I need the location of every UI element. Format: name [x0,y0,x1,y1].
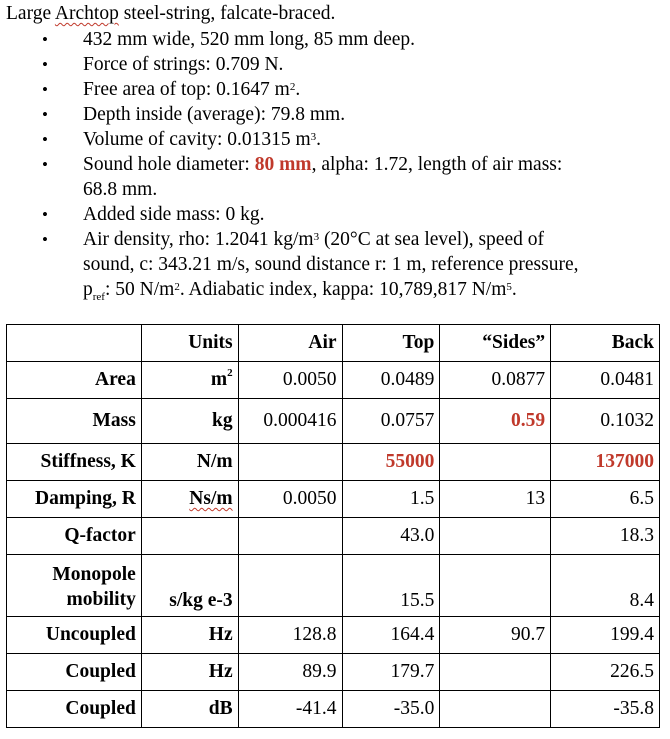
table-row: Mass kg 0.000416 0.0757 0.59 0.1032 [7,399,660,444]
list-item: • 432 mm wide, 520 mm long, 85 mm deep. [42,29,416,50]
list-item: • Force of strings: 0.709 N. [42,54,284,75]
table-row: Monopole mobility s/kg e-3 15.5 8.4 [7,555,660,617]
table-row: Area $m^2$ 0.0050 0.0489 0.0877 0.0481 [7,362,660,399]
spec-list [0,27,660,310]
spellcheck-word: Archtop [54,3,119,24]
list-item: • Air density, rho: 1.2041 $kg/m^3$ (20°C at sea level), speed of sound, c: 343.21 m/s, sound distance r: 1 m, reference pressure, $p_{ref}$: 50 $N/m^2$. Adiabatic index, kappa: 10,789,817 $N/m^5$. [42,229,579,303]
data-table [6,324,660,728]
table-row: Stiffness, K N/m 55000 137000 [7,444,660,481]
header-back: Back [551,325,660,362]
header-air: Air [238,325,342,362]
header-units: Units [141,325,238,362]
list-item: • Added side mass: 0 kg. [42,204,265,225]
document-title: Large Archtop steel-string, falcate-braced. [6,3,336,24]
header-sides: “Sides” [440,325,551,362]
table-row: Coupled Hz 89.9 179.7 226.5 [7,654,660,691]
table-row: Uncoupled Hz 128.8 164.4 90.7 199.4 [7,617,660,654]
table-row: Coupled dB -41.4 -35.0 -35.8 [7,691,660,728]
table-header-row [7,325,660,362]
list-item: • Volume of cavity: 0.01315 $m^3$. [42,129,322,150]
list-item: • Free area of top: 0.1647 $m^2$. [42,79,301,100]
table-row: Q-factor 43.0 18.3 [7,518,660,555]
header-top: Top [342,325,440,362]
list-item: • Depth inside (average): 79.8 mm. [42,104,346,125]
table-row: Damping, R Ns/m 0.0050 1.5 13 6.5 [7,481,660,518]
list-item: • Sound hole diameter: 80 mm, alpha: 1.72, length of air mass: 68.8 mm. [42,154,563,200]
